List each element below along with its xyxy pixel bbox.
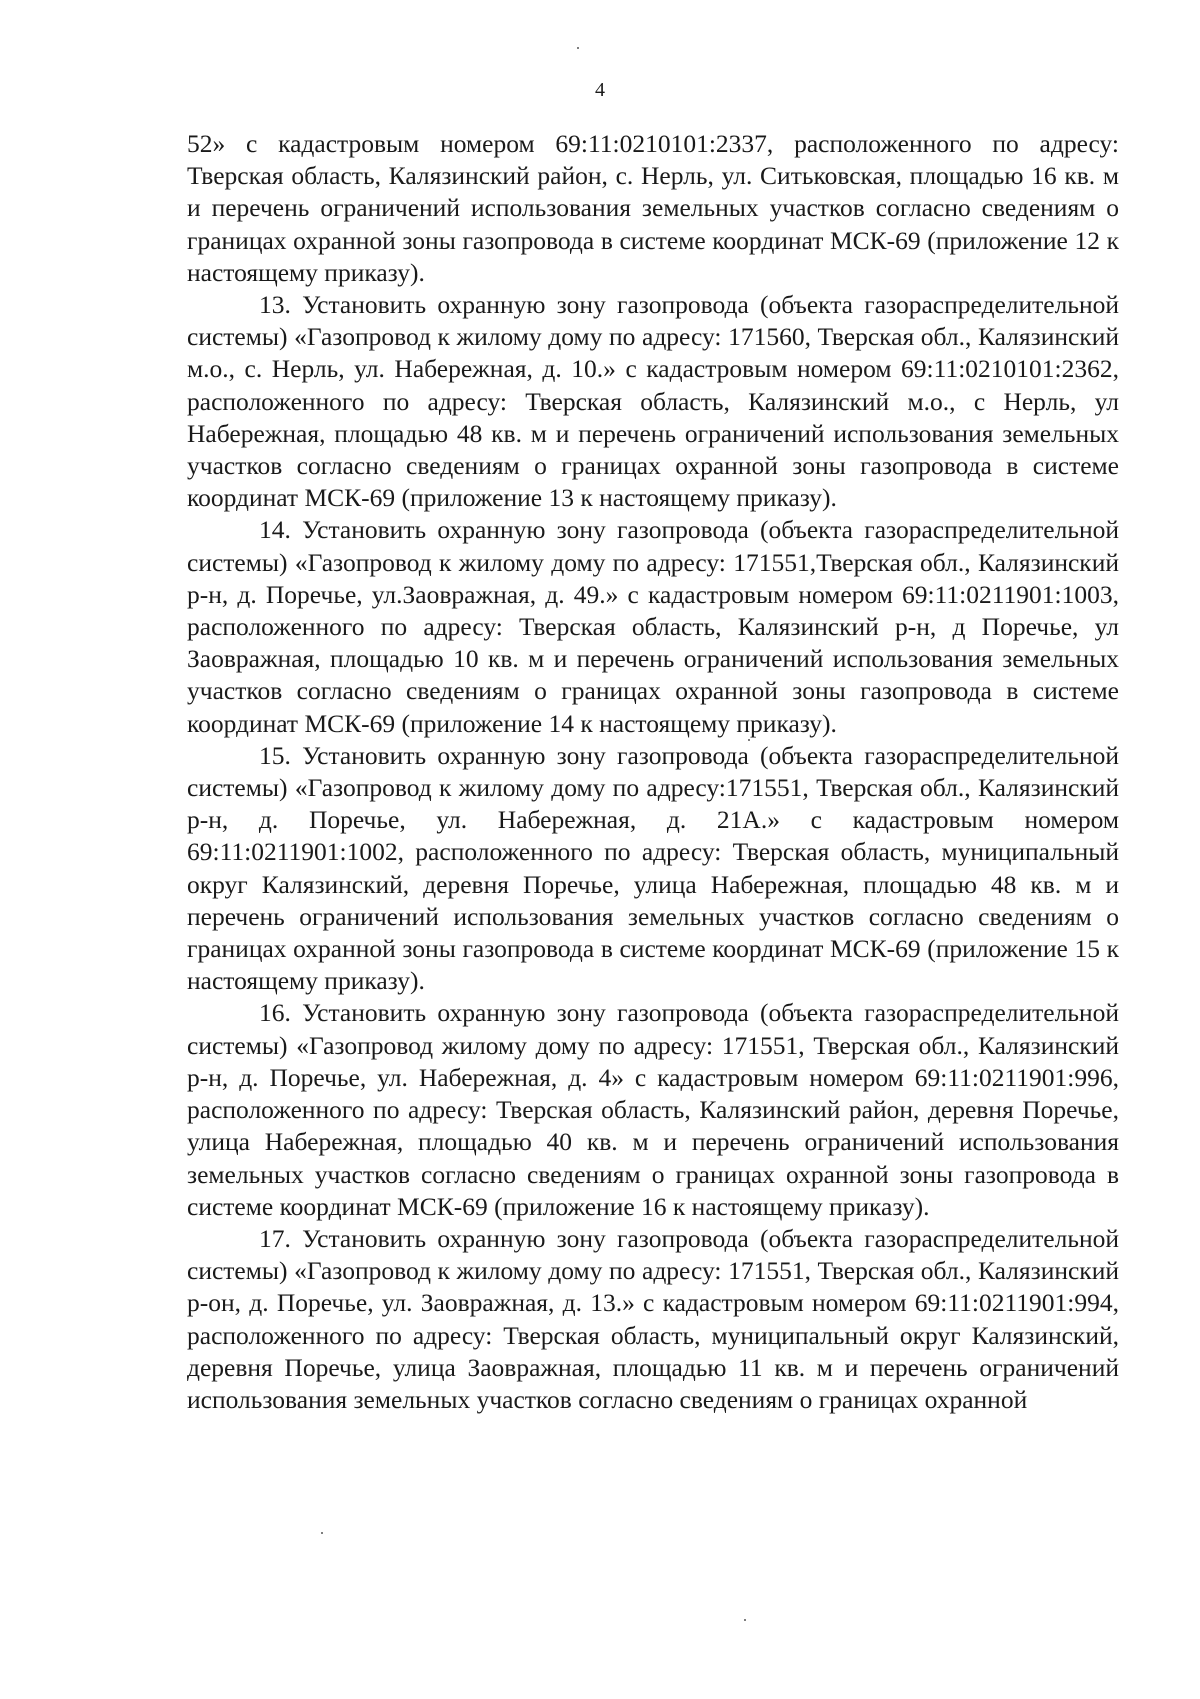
scan-speck: [577, 47, 579, 49]
paragraph-item-13: 13. Установить охранную зону газопровода (объекта газораспределительной системы) «Газопровод к жилому дому по адресу: 171560, Тверская обл., Калязинский м.о., с. Нерль, ул. Набережная, д. 10.» с кадастровым номером 69:11:0210101:2362, расположенного по адресу: Тверская область, Калязинский м.о., с Нерль, ул Набережная, площадью 48 кв. м и перечень ограничений использования земельных участков согласно сведениям о границах охранной зоны газопровода в системе координат МСК-69 (приложение 13 к настоящему приказу).: [187, 290, 1119, 513]
scan-speck: [748, 739, 750, 741]
scan-speck: [321, 1532, 323, 1534]
paragraph-item-16: 16. Установить охранную зону газопровода (объекта газораспределительной системы) «Газопровод жилому дому по адресу: 171551, Тверская обл., Калязинский р-н, д. Поречье, ул. Набережная, д. 4» с кадастровым номером 69:11:0211901:996, расположенного по адресу: Тверская область, Калязинский район, деревня Поречье, улица Набережная, площадью 40 кв. м и перечень ограничений использования земельных участков согласно сведениям о границах охранной зоны газопровода в системе координат МСК-69 (приложение 16 к настоящему приказу).: [187, 998, 1119, 1221]
page-number: 4: [595, 79, 605, 101]
paragraph-item-15: 15. Установить охранную зону газопровода (объекта газораспределительной системы) «Газопровод к жилому дому по адресу:171551, Тверская обл., Калязинский р-н, д. Поречье, ул. Набережная, д. 21А.» с кадастровым номером 69:11:0211901:1002, расположенного по адресу: Тверская область, муниципальный округ Калязинский, деревня Поречье, улица Набережная, площадью 48 кв. м и перечень ограничений использования земельных участков согласно сведениям о границах охранной зоны газопровода в системе координат МСК-69 (приложение 15 к настоящему приказу).: [187, 740, 1119, 996]
paragraph-item-14: 14. Установить охранную зону газопровода (объекта газораспределительной системы) «Газопровод к жилому дому по адресу: 171551,Тверская обл., Калязинский р-н, д. Поречье, ул.Заовражная, д. 49.» с кадастровым номером 69:11:0211901:1003, расположенного по адресу: Тверская область, Калязинский р-н, д Поречье, ул Заовражная, площадью 10 кв. м и перечень ограничений использования земельных участков согласно сведениям о границах охранной зоны газопровода в системе координат МСК-69 (приложение 14 к настоящему приказу).: [187, 515, 1119, 738]
paragraph-continuation: 52» с кадастровым номером 69:11:0210101:2337, расположенного по адресу: Тверская область, Калязинский район, с. Нерль, ул. Ситьковская, площадью 16 кв. м и перечень ограничений использования земельных участков согласно сведениям о границах охранной зоны газопровода в системе координат МСК-69 (приложение 12 к настоящему приказу).: [187, 129, 1119, 287]
scan-speck: [744, 1619, 746, 1621]
paragraph-item-17: 17. Установить охранную зону газопровода (объекта газораспределительной системы) «Газопровод к жилому дому по адресу: 171551, Тверская обл., Калязинский р-он, д. Поречье, ул. Заовражная, д. 13.» с кадастровым номером 69:11:0211901:994, расположенного по адресу: Тверская область, муниципальный округ Калязинский, деревня Поречье, улица Заовражная, площадью 11 кв. м и перечень ограничений использования земельных участков согласно сведениям о границах охранной: [187, 1223, 1119, 1414]
document-body: [187, 128, 1119, 1416]
